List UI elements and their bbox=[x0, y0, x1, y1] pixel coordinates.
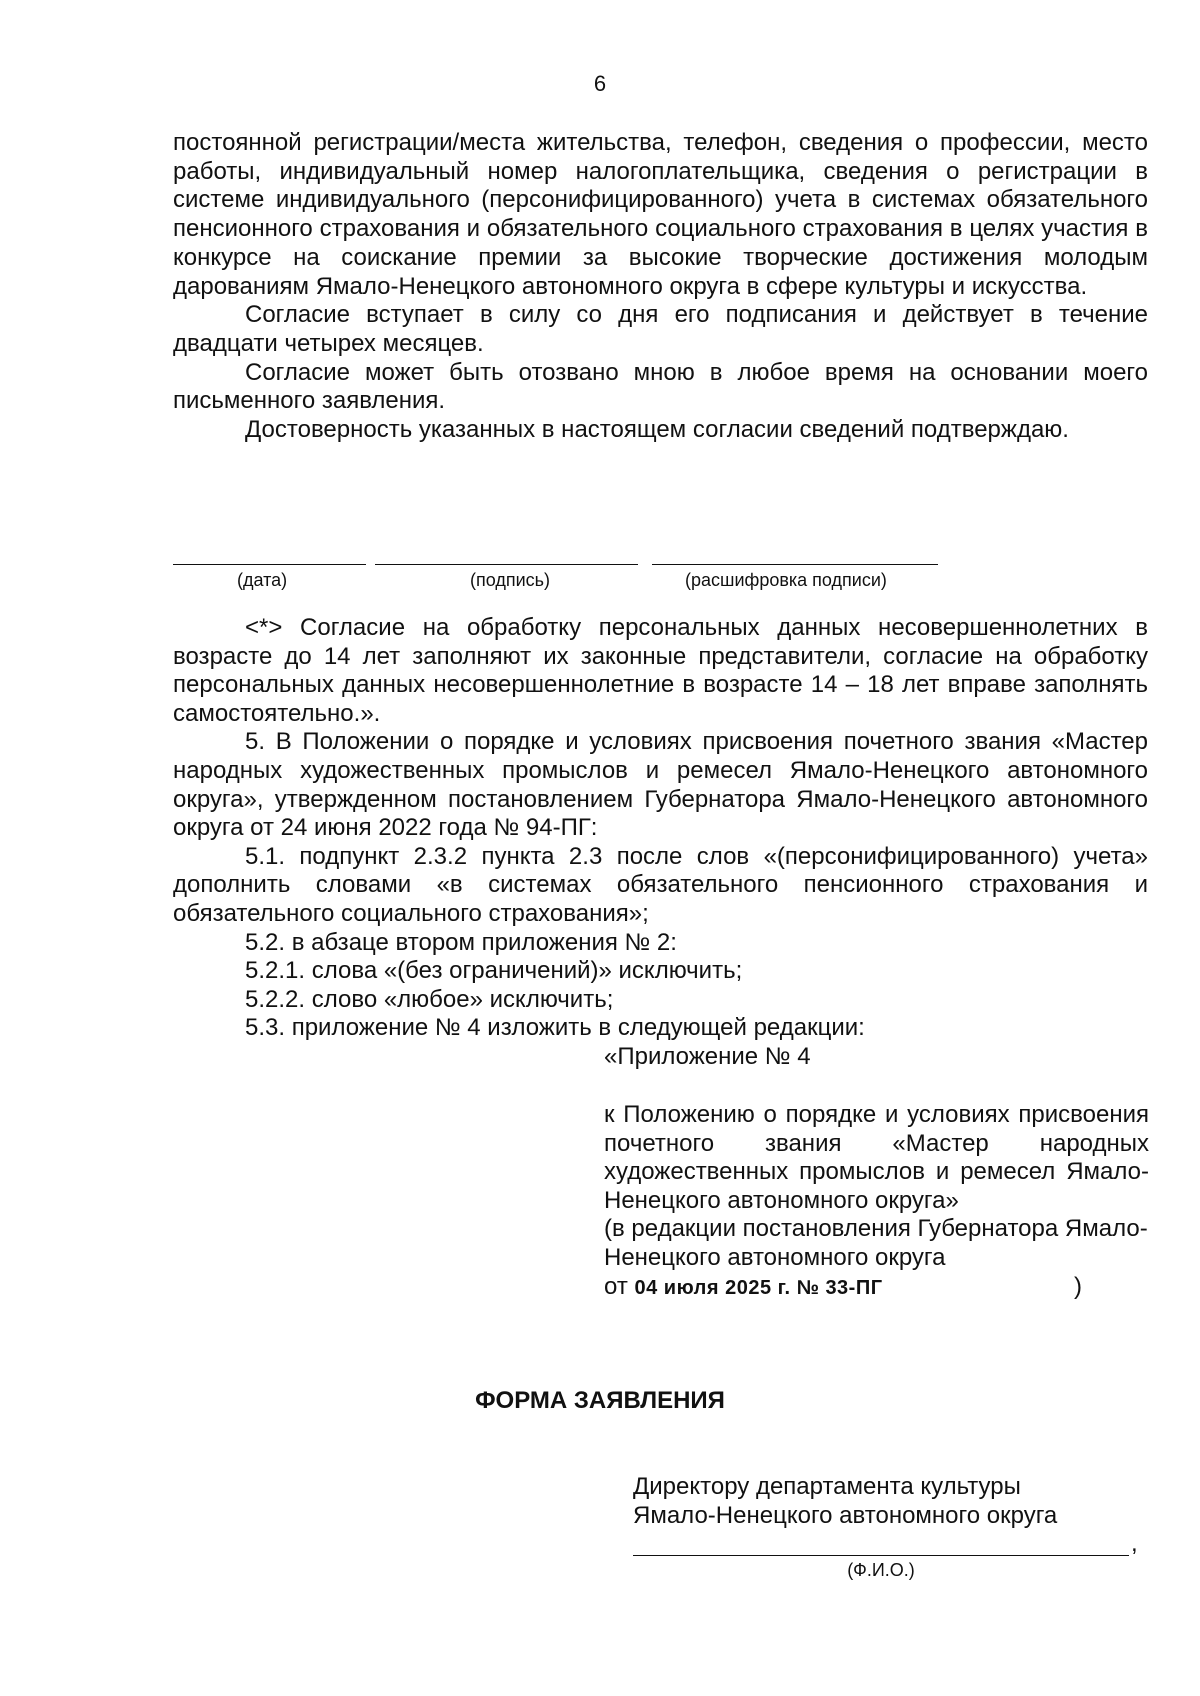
transcript-caption: (расшифровка подписи) bbox=[685, 570, 887, 590]
appendix-close-paren: ) bbox=[1074, 1272, 1082, 1300]
amendment-paragraph: 5.2.1. слова «(без ограничений)» исключить; bbox=[245, 957, 743, 985]
transcript-line bbox=[652, 564, 938, 565]
amendment-paragraph: 5.3. приложение № 4 изложить в следующей редакции: bbox=[245, 1014, 865, 1042]
page-number: 6 bbox=[593, 71, 607, 96]
fio-comma: , bbox=[1131, 1530, 1138, 1557]
consent-text bbox=[173, 129, 1148, 445]
date-caption: (дата) bbox=[237, 570, 288, 590]
amendment-paragraph: 5.1. подпункт 2.3.2 пункта 2.3 после слов «(персонифицированного) учета» дополнить словами «в системах обязательного пенсионного страхования и обязательного социального страхования»; bbox=[173, 842, 1148, 927]
signature-line bbox=[375, 564, 638, 565]
consent-paragraph: Достоверность указанных в настоящем согласии сведений подтверждаю. bbox=[245, 416, 1069, 444]
fio-line bbox=[633, 1555, 1129, 1556]
appendix-reference-line: к Положению о порядке и условиях присвоения почетного звания «Мастер народных художественных промыслов и ремесел Ямало-Ненецкого автономного округа» bbox=[604, 1101, 1149, 1214]
decree-number: 04 июля 2025 г. № 33-ПГ bbox=[634, 1276, 883, 1299]
appendix-title-block bbox=[604, 1043, 1149, 1072]
signature-caption: (подпись) bbox=[470, 570, 551, 590]
amendment-paragraph: 5.2. в абзаце втором приложения № 2: bbox=[245, 928, 677, 956]
amendment-text bbox=[173, 614, 1148, 1043]
appendix-reference-line: (в редакции постановления Губернатора Ямало-Ненецкого автономного округа bbox=[604, 1215, 1148, 1271]
form-title: ФОРМА ЗАЯВЛЕНИЯ bbox=[475, 1387, 725, 1414]
date-line bbox=[173, 564, 366, 565]
addressee-line: Ямало-Ненецкого автономного округа bbox=[633, 1501, 1058, 1529]
amendment-paragraph: 5. В Положении о порядке и условиях присвоения почетного звания «Мастер народных художественных промыслов и ремесел Ямало-Ненецкого автономного округа», утвержденном постановлением Губернатора Ямало-Ненецкого автономного округа от 24 июня 2022 года № 94-ПГ: bbox=[173, 728, 1148, 842]
consent-paragraph: Согласие вступает в силу со дня его подписания и действует в течение двадцати четырех месяцев. bbox=[173, 301, 1148, 357]
amendment-paragraph: 5.2.2. слово «любое» исключить; bbox=[245, 985, 614, 1013]
consent-paragraph: постоянной регистрации/места жительства, телефон, сведения о профессии, место работы, индивидуальный номер налогоплательщика, сведения о регистрации в системе индивидуального (персонифицированного) учета в системах обязательного пенсионного страхования и обязательного социального страхования в целях участия в конкурсе на соискание премии за высокие творческие достижения молодым дарованиям Ямало-Ненецкого автономного округа в сфере культуры и искусства. bbox=[173, 129, 1148, 300]
footnote-paragraph: <*> Согласие на обработку персональных данных несовершеннолетних в возрасте до 14 лет заполняют их законные представители, согласие на обработку персональных данных несовершеннолетние в возрасте 14 – 18 лет вправе заполнять самостоятельно.». bbox=[173, 614, 1148, 727]
addressee-block bbox=[633, 1473, 1153, 1530]
appendix-from-prefix: от bbox=[604, 1272, 628, 1300]
addressee-line: Директору департамента культуры bbox=[633, 1473, 1021, 1500]
appendix-decree-line bbox=[604, 1273, 1149, 1303]
consent-paragraph: Согласие может быть отозвано мною в любое время на основании моего письменного заявления. bbox=[173, 358, 1148, 415]
fio-caption: (Ф.И.О.) bbox=[847, 1560, 915, 1580]
appendix-reference bbox=[604, 1101, 1149, 1302]
appendix-title: «Приложение № 4 bbox=[604, 1043, 811, 1070]
